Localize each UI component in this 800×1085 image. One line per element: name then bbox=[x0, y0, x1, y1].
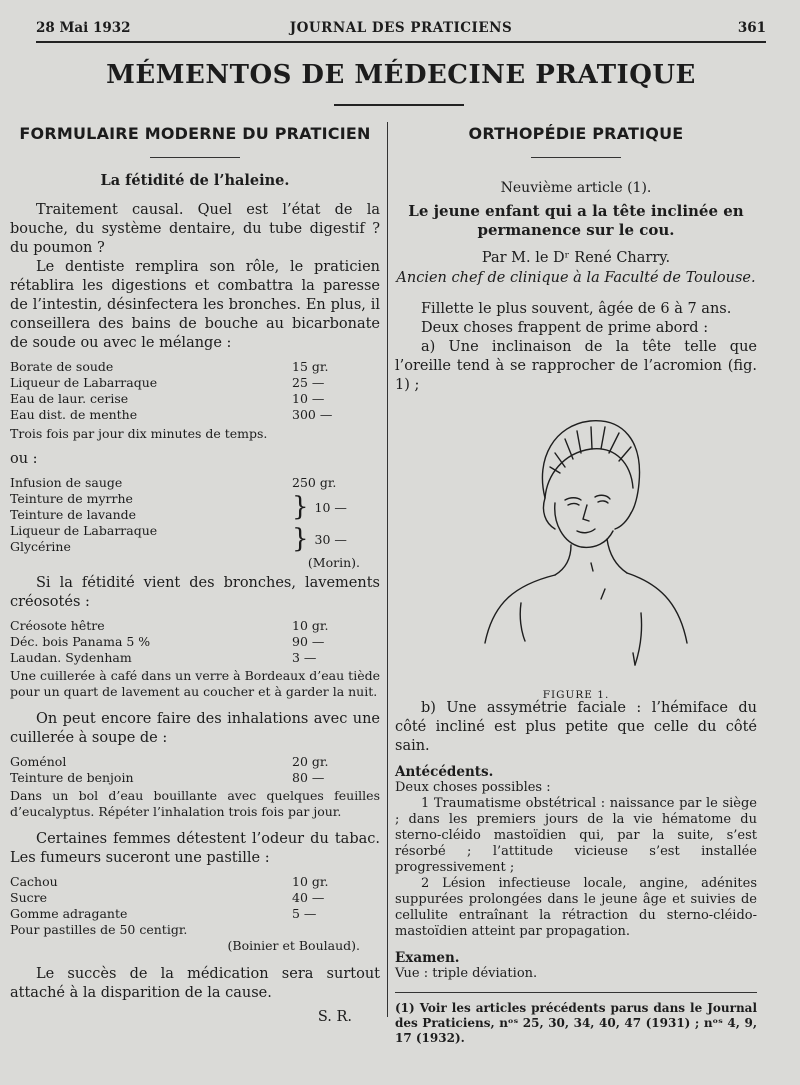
recipe-note: Pour pastilles de 50 centigr. bbox=[10, 922, 188, 937]
recipe-line: Laudan. Sydenham 3 — bbox=[10, 650, 317, 665]
recipe-5 bbox=[10, 874, 380, 922]
footnote-rule bbox=[395, 992, 757, 993]
recipe-source: (Morin). bbox=[307, 555, 360, 570]
recipe-1 bbox=[10, 359, 380, 423]
recipe-source: (Boinier et Boulaud). bbox=[227, 938, 360, 953]
author-line: Par M. le Dʳ René Charry. bbox=[481, 250, 671, 266]
recipe-line: Créosote hêtre 10 gr. bbox=[10, 618, 329, 633]
paragraph: Deux choses possibles : bbox=[395, 780, 551, 795]
antecedents-heading: Antécédents. bbox=[395, 764, 494, 780]
signature: S. R. bbox=[317, 1009, 352, 1025]
recipe-line: Infusion de sauge 250 gr. bbox=[10, 475, 337, 490]
recipe-2 bbox=[10, 475, 380, 555]
recipe-line: Déc. bois Panama 5 % 90 — bbox=[10, 634, 325, 649]
paragraph: On peut encore faire des inhalations avec une cuillerée à soupe de : bbox=[10, 711, 380, 746]
header-rule bbox=[36, 41, 766, 43]
paragraph: a) Une inclinaison de la tête telle que l’oreille tend à se rapprocher de l’acromion (fig. 1) ; bbox=[395, 339, 757, 393]
footnote: (1) Voir les articles précédents parus dans le Journal des Praticiens, nᵒˢ 25, 30, 34, 40, 47 (1931) ; nᵒˢ 4, 9, 17 (1932). bbox=[395, 1001, 757, 1045]
article-title: Le jeune enfant qui a la tête inclinée en permanence sur le cou. bbox=[408, 202, 744, 239]
running-header bbox=[36, 20, 766, 40]
recipe-line: Liqueur de Labarraque bbox=[10, 523, 158, 538]
recipe-4 bbox=[10, 754, 380, 786]
right-section-title: ORTHOPÉDIE PRATIQUE bbox=[468, 124, 684, 143]
right-section-rule bbox=[531, 157, 621, 158]
paragraph: 1 Traumatisme obstétrical : naissance par le siège ; dans les premiers jours de la vie hématome du sterno-cléido mastoïdien qui, par la suite, s’est résorbé ; l’attitude vicieuse s’est installée progressivement ; bbox=[395, 796, 757, 875]
right-column bbox=[395, 118, 757, 1046]
recipe-note: Dans un bol d’eau bouillante avec quelques feuilles d’eucalyptus. Répéter l’inhalation trois fois par jour. bbox=[10, 788, 380, 819]
issue-date: 28 Mai 1932 bbox=[36, 20, 131, 36]
recipe-line: Liqueur de Labarraque 25 — bbox=[10, 375, 325, 390]
ou-label: ou : bbox=[10, 451, 38, 467]
left-subtitle: La fétidité de l’haleine. bbox=[100, 172, 290, 189]
journal-name: JOURNAL DES PRATICIENS bbox=[289, 20, 513, 36]
left-column bbox=[10, 118, 380, 1025]
recipe-line: Teinture de myrrhe bbox=[10, 491, 133, 506]
title-rule bbox=[334, 104, 464, 106]
recipe-line: Gomme adragante 5 — bbox=[10, 906, 317, 921]
child-head-tilt-drawing bbox=[395, 403, 757, 683]
recipe-line: Eau de laur. cerise 10 — bbox=[10, 391, 325, 406]
brace: } bbox=[292, 524, 309, 554]
page-title: MÉMENTOS DE MÉDECINE PRATIQUE bbox=[106, 60, 696, 90]
recipe-group: Teinture de myrrhe Teinture de lavande } 10 — bbox=[10, 491, 347, 522]
recipe-note: Une cuillerée à café dans un verre à Bordeaux d’eau tiède pour un quart de lavement au coucher et à garder la nuit. bbox=[10, 668, 380, 699]
article-number: Neuvième article (1). bbox=[500, 180, 652, 196]
recipe-line: Teinture de benjoin 80 — bbox=[10, 770, 325, 785]
author-affiliation: Ancien chef de clinique à la Faculté de Toulouse. bbox=[396, 270, 756, 286]
recipe-line: Borate de soude 15 gr. bbox=[10, 359, 329, 374]
paragraph: Deux choses frappent de prime abord : bbox=[421, 320, 709, 336]
figure-caption: FIGURE 1. bbox=[542, 689, 610, 701]
paragraph: Le dentiste remplira son rôle, le praticien rétablira les digestions et combattra la paresse de l’intestin, désinfectera les bronches. En plus, il conseillera des bains de bouche au bicarbonate de soude ou avec le mélange : bbox=[10, 259, 380, 351]
recipe-line: Eau dist. de menthe 300 — bbox=[10, 407, 333, 422]
paragraph: Traitement causal. Quel est l’état de la bouche, du système dentaire, du tube digestif ? du poumon ? bbox=[10, 202, 380, 256]
recipe-line: Goménol 20 gr. bbox=[10, 754, 329, 769]
recipe-note: Trois fois par jour dix minutes de temps. bbox=[10, 426, 268, 441]
examen-heading: Examen. bbox=[395, 950, 460, 966]
recipe-line: Glycérine bbox=[10, 539, 71, 554]
recipe-group: Liqueur de Labarraque Glycérine } 30 — bbox=[10, 523, 347, 554]
recipe-line: Cachou 10 gr. bbox=[10, 874, 329, 889]
left-section-rule bbox=[150, 157, 240, 158]
paragraph: Si la fétidité vient des bronches, lavements créosotés : bbox=[10, 575, 380, 610]
column-divider bbox=[387, 122, 388, 1017]
paragraph: b) Une assymétrie faciale : l’hémiface du côté incliné est plus petite que celle du côté sain. bbox=[395, 700, 757, 754]
figure-illustration bbox=[395, 403, 757, 701]
recipe-line: Sucre 40 — bbox=[10, 890, 325, 905]
brace: } bbox=[292, 492, 309, 522]
left-section-title: FORMULAIRE MODERNE DU PRATICIEN bbox=[19, 124, 371, 143]
recipe-3 bbox=[10, 618, 380, 666]
recipe-line: Teinture de lavande bbox=[10, 507, 137, 522]
paragraph: Certaines femmes détestent l’odeur du tabac. Les fumeurs suceront une pastille : bbox=[10, 831, 380, 866]
paragraph: Vue : triple déviation. bbox=[395, 966, 538, 981]
paragraph: Le succès de la médication sera surtout attaché à la disparition de la cause. bbox=[10, 966, 380, 1001]
paragraph: Fillette le plus souvent, âgée de 6 à 7 ans. bbox=[421, 301, 732, 317]
page-number: 361 bbox=[737, 20, 766, 36]
paragraph: 2 Lésion infectieuse locale, angine, adénites suppurées prolongées dans le jeune âge et suivies de cellulite entraînant la rétraction du sterno-cléido-mastoïdien atteint par propagation. bbox=[395, 876, 757, 939]
